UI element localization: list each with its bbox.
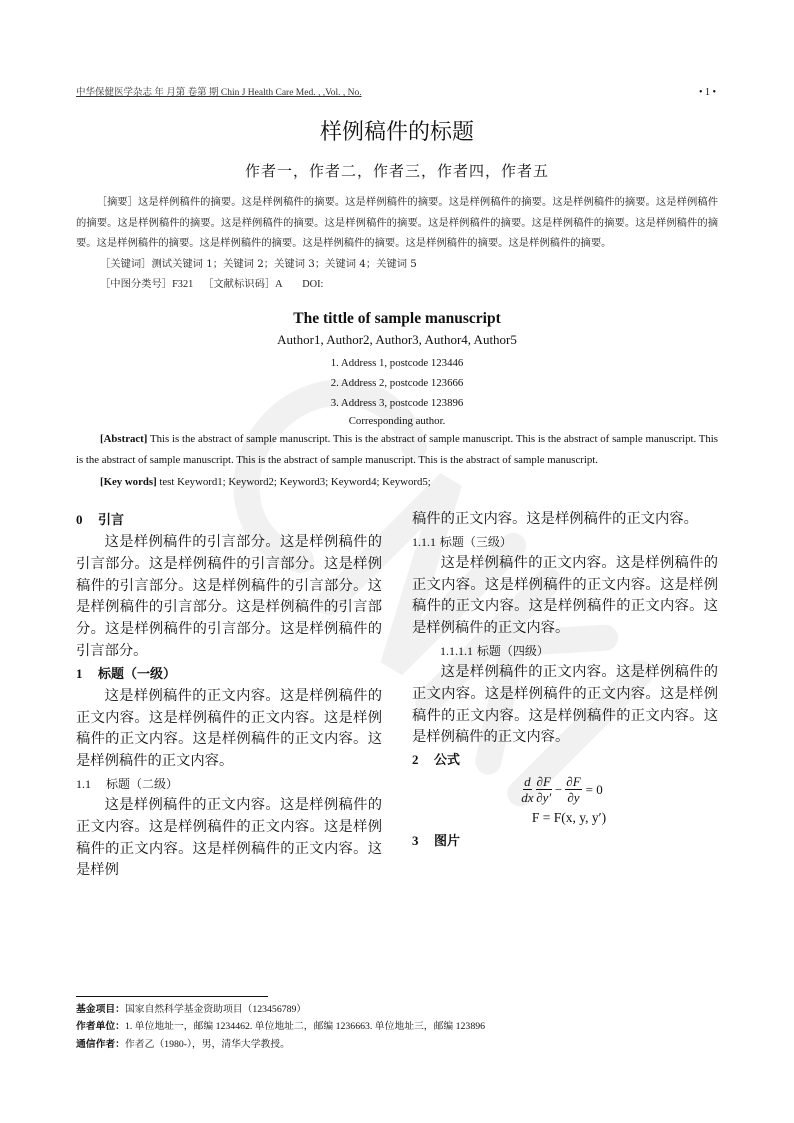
running-header-row xyxy=(76,84,718,98)
section-1-1-1-paragraph: 这是样例稿件的正文内容。这是样例稿件的正文内容。这是样例稿件的正文内容。这是样例稿件的正文内容。这是样例稿件的正文内容。这是样例稿件的正文内容。 xyxy=(412,554,718,637)
english-abstract xyxy=(76,429,718,472)
right-column xyxy=(412,509,718,882)
abstract-text-en: This is the abstract of sample manuscript. This is the abstract of sample manuscript. This is the abstract of sample manuscript. This is the abstract of sample manuscript. This is the abstract of sample manuscript. This is the abstract of sample manuscript. xyxy=(76,432,718,466)
footnote-affiliation: 作者单位：1. 单位地址一，邮编 1234462. 单位地址二，邮编 1236663. 单位地址三，邮编 123896 xyxy=(76,1021,486,1032)
keywords-text-en: test Keyword1; Keyword2; Keyword3; Keyword4; Keyword5; xyxy=(159,475,431,488)
chinese-abstract xyxy=(76,192,718,254)
abstract-label-en: [Abstract] xyxy=(100,432,148,445)
section-1-paragraph: 这是样例稿件的正文内容。这是样例稿件的正文内容。这是样例稿件的正文内容。这是样例稿件的正文内容。这是样例稿件的正文内容。这是样例稿件的正文内容。 xyxy=(76,687,382,770)
equation-2: F = F(x, y, y′) xyxy=(531,810,607,826)
section-1-1-continued: 稿件的正文内容。这是样例稿件的正文内容。 xyxy=(412,511,698,527)
address-2: 2. Address 2, postcode 123666 xyxy=(330,376,464,389)
abstract-label: ［摘要］ xyxy=(96,196,139,208)
corresponding-author: Corresponding author. xyxy=(348,414,446,427)
section-1-1-1-1-paragraph: 这是样例稿件的正文内容。这是样例稿件的正文内容。这是样例稿件的正文内容。这是样例稿件的正文内容。这是样例稿件的正文内容。这是样例稿件的正文内容。 xyxy=(412,663,718,746)
section-1-heading: 1 标题（一级） xyxy=(76,665,177,682)
section-0-heading: 0 引言 xyxy=(76,512,125,528)
left-column xyxy=(76,509,382,882)
running-header: 中华保健医学杂志 年 月第 卷第 期 Chin J Health Care Med. , ,Vol. , No. xyxy=(76,88,362,98)
keywords-label: ［关键词］ xyxy=(100,257,152,270)
doc-code-label: ［文献标识码］ xyxy=(203,278,276,290)
address-3: 3. Address 3, postcode 123896 xyxy=(330,396,464,409)
section-1-1-paragraph: 这是样例稿件的正文内容。这是样例稿件的正文内容。这是样例稿件的正文内容。这是样例稿件的正文内容。这是样例稿件的正文内容。这是样例 xyxy=(76,796,382,879)
doi-label: DOI: xyxy=(302,279,324,290)
section-1-1-1-1-heading: 1.1.1.1 标题（四级） xyxy=(440,643,549,658)
body-columns xyxy=(76,509,718,882)
section-1-1-1-heading: 1.1.1 标题（三级） xyxy=(412,534,512,549)
section-1-1-heading: 1.1 标题（二级） xyxy=(76,776,179,791)
page-number: • 1 • xyxy=(698,87,716,98)
english-title: The tittle of sample manuscript xyxy=(293,309,501,327)
clc-value: F321 xyxy=(172,279,194,290)
section-3-heading: 3 图片 xyxy=(412,833,461,850)
front-matter xyxy=(76,84,718,493)
clc-label: ［中图分类号］ xyxy=(100,278,173,290)
footnote-fund: 基金项目：国家自然科学基金资助项目（123456789） xyxy=(76,1003,307,1015)
section-2-heading: 2 公式 xyxy=(412,752,461,769)
footnote-divider xyxy=(76,996,268,997)
intro-paragraph: 这是样例稿件的引言部分。这是样例稿件的引言部分。这是样例稿件的引言部分。这是样例稿件的引言部分。这是样例稿件的引言部分。这是样例稿件的引言部分。这是样例稿件的引言部分。这是样例稿件的引言部分。这是样例稿件的引言部分。 xyxy=(76,534,382,659)
paper-title: 样例稿件的标题 xyxy=(319,120,474,145)
keywords-label-en: [Key words] xyxy=(100,475,157,488)
footnotes xyxy=(76,976,718,1054)
abstract-text: 这是样例稿件的摘要。这是样例稿件的摘要。这是样例稿件的摘要。这是样例稿件的摘要。这是样例稿件的摘要。这是样例稿件的摘要。这是样例稿件的摘要。这是样例稿件的摘要。这是样例稿件的摘要。这是样例稿件的摘要。这是样例稿件的摘要。这是样例稿件的摘要。这是样例稿件的摘要。这是样例稿件的摘要。这是样例稿件的摘要。这是样例稿件的摘要。这是样例稿件的摘要。 xyxy=(76,196,719,249)
english-keywords xyxy=(76,472,718,494)
keywords-text: 测试关键词 1；关键词 2；关键词 3；关键词 4；关键词 5 xyxy=(151,257,417,270)
chinese-keywords xyxy=(76,254,718,275)
equation-1: d dx ∂F ∂y′ − $\frac{\partial F}{\partial y}$ = 0 xyxy=(521,774,603,806)
footnote-correspondence: 通信作者：作者乙（1980-），男，清华大学教授。 xyxy=(76,1038,290,1050)
doc-code-value: A xyxy=(275,279,283,290)
english-authors: Author1, Author2, Author3, Author4, Author5 xyxy=(277,331,517,347)
authors: 作者一，作者二，作者三，作者四，作者五 xyxy=(244,162,549,180)
address-1: 1. Address 1, postcode 123446 xyxy=(330,356,464,369)
classification xyxy=(76,274,718,296)
